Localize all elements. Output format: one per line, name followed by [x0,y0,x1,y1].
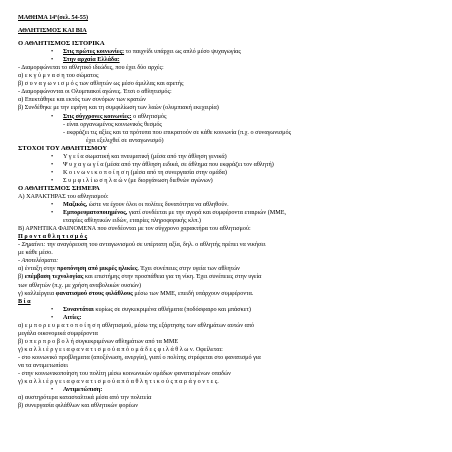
bullet-icon: • [51,56,54,64]
text-line: β) υ π ε ρ π ρ ο β ο λ ή συγκεκριμένων αθλημάτων από τα ΜΜΕ [18,337,179,345]
text-line: Β) ΑΡΝΗΤΙΚΑ ΦΑΙΝΟΜΕΝΑ που συνδέονται με τον σύγχρονο χαρακτήρα του αθλητισμού: [18,225,251,233]
text-line: γ) κ α λ λ ι έ ρ γ ε ι α φ α ν α τ ι σ μ ο ύ α π ό ο μ ά δ ε ς φ ι λ ά θ λ ω ν. Οφείλεται: [18,345,223,353]
text-line: - στην κοινωνικοποίηση του πολίτη μέσω κοινωνικών ομάδων φανατισμένων οπαδών [18,370,231,378]
section-heading-today: Ο ΑΘΛΗΤΙΣΜΟΣ ΣΗΜΕΡΑ [18,184,100,192]
bullet-item: • Εμπορευματοποιημένος, γιατί συνδέεται με την αγορά και συμφέροντα εταιριών (ΜΜΕ, [51,209,287,217]
text-line: - στο κοινωνικό προβληματα (αποξένωση, ανεργία), γιατί ο πολίτης στρέφεται στο φανατισμό για [18,353,261,361]
text-line: - Αποτελέσματα: [18,257,59,265]
bullet-icon: • [51,386,54,394]
document-page [18,14,442,410]
bullet-item: • Στις σύγχρονες κοινωνίες: ο αθλητισμός [51,112,167,120]
text-line: εταιρίες αθλητικών ειδών, εταιρίες πληροφορικής κλπ.) [63,217,201,225]
bullet-item: • Στην αρχαία Ελλάδα: [51,56,120,64]
text-line: α) αυστηρότερα κατασταλτικά μέσα από την πολιτεία [18,394,152,402]
text-line: Α) ΧΑΡΑΚΤΗΡΑΣ του αθλητισμού: [18,192,109,200]
list-item: • Σ υ μ φ ι λ ί ω σ η λ α ώ ν (με διοργάνωση διεθνών αγώνων) [51,176,213,184]
text-line: με κάθε μέσο. [18,249,53,257]
bullet-item: • Στις πρώτες κοινωνίες: το παιχνίδι υπάρχει ως απλό μέσο ψυχαγωγίας [51,48,241,56]
text-line: - Σημαίνει: την αναγόρευση του ανταγωνισμού σε υπέρτατη αξία, δηλ. ο αθλητής πρέπει να νικήσει [18,241,266,249]
section-heading-history: Ο ΑΘΛΗΤΙΣΜΟΣ ΙΣΤΟΡΙΚΑ [18,40,105,48]
section-heading-goals: ΣΤΟΧΟΙ ΤΟΥ ΑΘΛΗΤΙΣΜΟΥ [18,144,108,152]
bullet-icon: • [51,176,54,184]
bullet-icon: • [51,201,54,209]
bullet-item: • Αιτίες: [51,313,82,321]
text-line: να τα αντιμετωπίσει [18,361,68,369]
text-line: - Διαμορφώνεται το αθλητικό ιδεώδες, που έχει δύο αρχές: [18,64,164,72]
list-item: • Ψ υ χ α γ ω γ ί α (μέσα από την άθληση ειδικά, σε άθλημα που εκφράζει τον αθλητή) [51,160,274,168]
bullet-icon: • [51,209,54,217]
list-item: • Κ ο ι ν ω ν ι κ ο π ο ί η σ η (μέσα από τη συνεργασία στην ομάδα) [51,168,227,176]
text-line: β) σ υ ν α γ ω ν ι σ μ ό ς των αθλητών ως μέσο άμιλλας και αρετής [18,80,184,88]
text-line: α) ε κ γ ύ μ ν α σ η του σώματος [18,72,99,80]
text-line: - εκφράζει τις αξίες και τα πρότυπα που επικρατούν σε κάθε κοινωνία (π.χ. ο συναγωνισμός [63,128,292,136]
bullet-icon: • [51,160,54,168]
subheading-professionalism: Π ρ ο ν τ α θ λ η τ ι σ μ ό ς [18,233,88,241]
text-line: β) Συνδέθηκε με την ειρήνη και τη συμφιλίωση των λαών (ολυμπιακή εκεχειρία) [18,104,219,112]
text-line: α) ε μ π ο ρ ε υ μ α τ ο π ο ί η σ η αθλητισμού, μέσω της εξάρτησης των αθλημάτων αυτών από [18,321,255,329]
list-item: • Υ γ ε ί α σωματική και πνευματική (μέσα από την άθληση γενικά) [51,152,227,160]
bullet-item: • Αντιμετώπιση: [51,386,103,394]
text-line: - Διαμορφώνονται οι Ολυμπιακοί αγώνες. Έτσι ο αθλητισμός: [18,88,172,96]
bullet-icon: • [51,313,54,321]
bullet-item: • Μαζικός, ώστε να έχουν όλοι οι πολίτες δυνατότητα να αθληθούν. [51,201,229,209]
text-line: α) Επεκτάθηκε και εκτός των συνόρων των κρατών [18,96,146,104]
subheading-violence: Β ί α [18,297,31,305]
text-line: - είναι οργανωμένος κοινωνικός θεσμός [63,120,162,128]
text-line: γ) καλλιέργεια φανατισμού στους φιλάθλους μέσω των ΜΜΕ, επειδή υπάρχουν συμφέροντα. [18,289,254,297]
lesson-title: ΜΑΘΗΜΑ 14º(σελ. 54-55) [18,14,89,21]
text-line: β) επέμβαση τεχνολογίας και επιστήμης στην προσπάθεια για τη νίκη. Έχει συνέπειες στην υγεία [18,273,262,281]
text-line: των αθλητών (π.χ. με χρήση αναβολικών ουσιών) [18,281,142,289]
bullet-icon: • [51,152,54,160]
bullet-icon: • [51,305,54,313]
bullet-icon: • [51,168,54,176]
text-line: α) ένταξη στην προπόνηση από μικρές ηλικίες. Έχει συνέπειες στην υγεία των αθλητών [18,265,240,273]
text-line: γ) κ α λ λ ι έ ρ γ ε ι α φ α ν α τ ι σ μ ο ύ α π ό α θ λ η τ ι κ ο ύ ς π α ρ ά γ ο ν τ ε ς. [18,378,219,386]
text-line: β) συνεργασία φιλάθλων και αθλητικών φορέων [18,402,139,410]
bullet-icon: • [51,112,54,120]
text-line: έχει εξελιχθεί σε ανταγωνισμό) [86,136,164,144]
bullet-item: • Συναντάται κυρίως σε συγκεκριμένα αθλήματα (ποδόσφαιρο και μπάσκετ) [51,305,251,313]
lesson-subtitle: ΑΘΛΗΤΙΣΜΟΣ ΚΑΙ ΒΙΑ [18,27,87,35]
bullet-icon: • [51,48,54,56]
text-line: μεγάλα οικονομικά συμφέροντα [18,329,98,337]
